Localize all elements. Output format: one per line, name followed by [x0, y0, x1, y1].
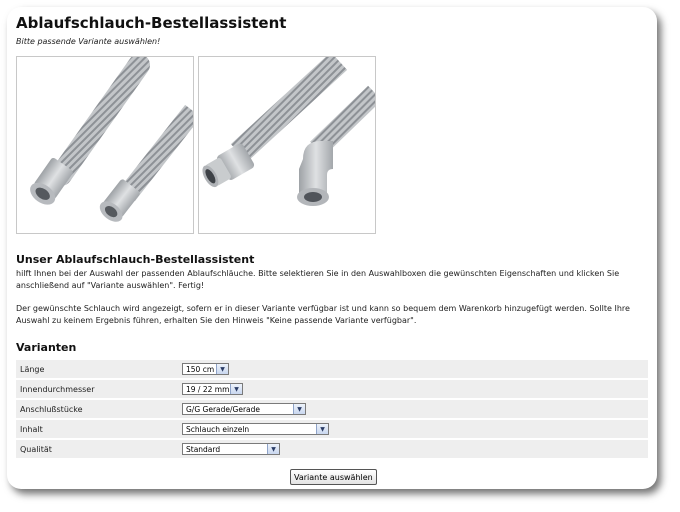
straight-hose-image [17, 57, 193, 233]
variants-heading: Varianten [16, 341, 77, 354]
length-select-value: 150 cm [186, 364, 215, 374]
chevron-down-icon: ▼ [216, 364, 228, 374]
angled-hose-photo [198, 56, 376, 234]
length-label: Länge [16, 360, 180, 378]
intro-paragraph-2: Der gewünschte Schlauch wird angezeigt, sofern er in dieser Variante verfügbar ist und kann so bequem dem Warenkorb hinzugefügt werden. Sollte Ihre Auswahl zu keinem Ergebnis führen, erhalten Sie den Hinweis "Keine passende Variante verfügbar". [16, 304, 630, 325]
assistant-card [7, 7, 657, 489]
chevron-down-icon: ▼ [293, 404, 305, 414]
connectors-select[interactable] [182, 403, 306, 415]
content-select-value: Schlauch einzeln [186, 424, 250, 434]
variants-table [16, 358, 648, 460]
angled-hose-image [199, 57, 375, 233]
intro-paragraph-1: hilft Ihnen bei der Auswahl der passenden Ablaufschläuche. Bitte selektieren Sie in den Auswahlboxen die gewünschten Eigenschaften und klicken Sie anschließend auf "Variante auswählen". Fertig! [16, 269, 620, 290]
intro-heading: Unser Ablaufschlauch-Bestellassistent [16, 253, 255, 266]
length-select[interactable] [182, 363, 229, 375]
variant-row-connectors [16, 400, 648, 418]
diameter-select[interactable] [182, 383, 243, 395]
content-label: Inhalt [16, 420, 180, 438]
page-title: Ablaufschlauch-Bestellassistent [16, 14, 287, 32]
select-variant-button[interactable]: Variante auswählen [290, 469, 377, 485]
quality-select-value: Standard [186, 444, 221, 454]
chevron-down-icon: ▼ [316, 424, 328, 434]
chevron-down-icon: ▼ [267, 444, 279, 454]
connectors-select-value: G/G Gerade/Gerade [186, 404, 261, 414]
variant-row-content [16, 420, 648, 438]
diameter-label: Innendurchmesser [16, 380, 180, 398]
variant-row-quality [16, 440, 648, 458]
straight-hose-photo [16, 56, 194, 234]
variant-row-length [16, 360, 648, 378]
chevron-down-icon: ▼ [230, 384, 242, 394]
quality-select[interactable] [182, 443, 280, 455]
connectors-label: Anschlußstücke [16, 400, 180, 418]
variant-row-diameter [16, 380, 648, 398]
quality-label: Qualität [16, 440, 180, 458]
page-subtitle: Bitte passende Variante auswählen! [16, 37, 161, 46]
content-select[interactable] [182, 423, 329, 435]
diameter-select-value: 19 / 22 mm [186, 384, 230, 394]
